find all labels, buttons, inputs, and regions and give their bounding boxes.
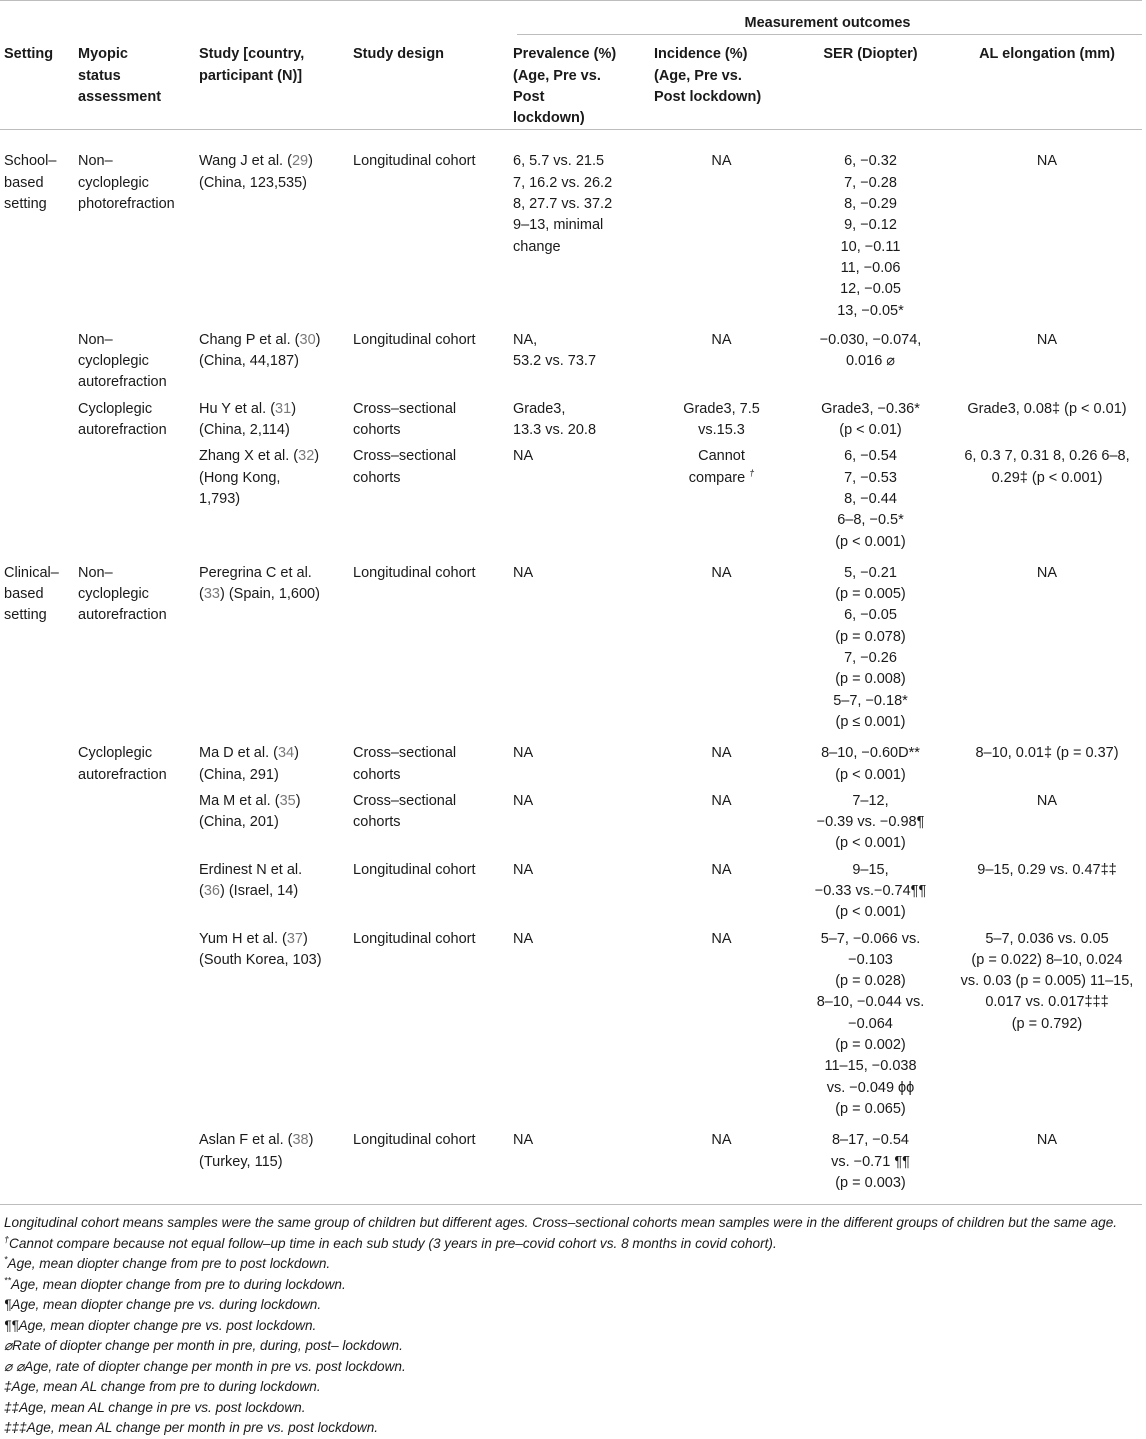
- ref-link[interactable]: 34: [277, 745, 295, 762]
- al-cell: 5–7, 0.036 vs. 0.05 (p = 0.022) 8–10, 0.024 vs. 0.03 (p = 0.005) 11–15, 0.017 vs. 0.017‡‡‡ (p = 0.792): [960, 930, 1134, 1032]
- column-header-row: [0, 35, 1142, 130]
- design-cell: Longitudinal cohort: [353, 331, 476, 348]
- footnote: ⌀Rate of diopter change per month in pre, during, post– lockdown.: [4, 1338, 403, 1354]
- footnote: ‡‡Age, mean AL change in pre vs. post lockdown.: [4, 1399, 306, 1415]
- ser-cell: 5, −0.21 (p = 0.005) 6, −0.05 (p = 0.078) 7, −0.26 (p = 0.008) 5–7, −0.18* (p ≤ 0.001): [833, 564, 908, 730]
- al-cell: NA: [1036, 153, 1058, 170]
- table-row: [0, 786, 1142, 855]
- incidence-cell: NA: [711, 930, 732, 947]
- col-setting: Setting: [4, 46, 54, 63]
- col-incidence: Incidence (%) (Age, Pre vs. Post lockdown): [654, 46, 762, 105]
- ref-link[interactable]: 31: [275, 400, 292, 417]
- study-cell: Ma M et al. (35) (China, 201): [199, 792, 301, 831]
- incidence-cell: NA: [711, 1132, 732, 1149]
- prevalence-cell: NA: [513, 861, 534, 878]
- col-myopic: Myopic status assessment: [78, 46, 162, 105]
- myopic-cell: Cycloplegic autorefraction: [78, 745, 167, 783]
- incidence-cell: NA: [711, 745, 732, 762]
- myopic-cell: Non– cycloplegic photorefraction: [78, 153, 175, 213]
- myopic-cell: Non– cycloplegic autorefraction: [78, 331, 167, 391]
- myopic-cell: Non– cycloplegic autorefraction: [78, 564, 167, 624]
- ser-cell: −0.030, −0.074, 0.016 ⌀: [819, 331, 922, 370]
- footnote: ‡‡‡Age, mean AL change per month in pre vs. post lockdown.: [4, 1420, 379, 1436]
- table-row: [0, 558, 1142, 738]
- ref-link[interactable]: 32: [298, 448, 315, 465]
- footnote: *Age, mean diopter change from pre to post lockdown.: [4, 1254, 331, 1272]
- setting-cell: Clinical– based setting: [4, 564, 59, 624]
- col-al: AL elongation (mm): [979, 46, 1115, 63]
- study-cell: Wang J et al. (29) (China, 123,535): [199, 153, 313, 191]
- al-cell: NA: [1036, 331, 1058, 348]
- myopic-cell: Cycloplegic autorefraction: [78, 400, 167, 439]
- incidence-cell: NA: [711, 564, 732, 581]
- footnote: †Cannot compare because not equal follow–up time in each sub study (3 years in pre–covid cohort vs. 8 months in covid cohort).: [4, 1234, 777, 1251]
- ref-link[interactable]: 37: [286, 930, 303, 947]
- design-cell: Cross–sectional cohorts: [353, 448, 457, 486]
- ref-link[interactable]: 30: [299, 331, 316, 348]
- footnote: ¶¶Age, mean diopter change pre vs. post lockdown.: [4, 1317, 317, 1333]
- prevalence-cell: NA: [513, 930, 534, 947]
- table-row: [0, 394, 1142, 442]
- ref-link[interactable]: 33: [203, 586, 220, 603]
- prevalence-cell: NA: [513, 448, 534, 465]
- col-study: Study [country, participant (N)]: [199, 46, 305, 84]
- measurement-outcomes-heading: Measurement outcomes: [744, 15, 911, 31]
- ref-link[interactable]: 36: [203, 882, 220, 899]
- ser-cell: 6, −0.32 7, −0.28 8, −0.29 9, −0.12 10, −0.11 11, −0.06 12, −0.05 13, −0.05*: [837, 153, 904, 319]
- prevalence-cell: NA: [513, 564, 534, 581]
- ser-cell: 8–10, −0.60D** (p < 0.001): [821, 745, 920, 783]
- ser-cell: 5–7, −0.066 vs. −0.103 (p = 0.028) 8–10, −0.044 vs. −0.064 (p = 0.002) 11–15, −0.038 vs. −0.049 ϕϕ (p = 0.065): [816, 930, 925, 1117]
- prevalence-cell: NA: [513, 1132, 534, 1149]
- prevalence-cell: NA: [513, 792, 534, 809]
- design-cell: Longitudinal cohort: [353, 930, 476, 947]
- table-row: [0, 855, 1142, 924]
- setting-cell: School– based setting: [4, 153, 57, 213]
- ser-cell: 8–17, −0.54 vs. −0.71 ¶¶ (p = 0.003): [831, 1132, 910, 1191]
- col-prevalence: Prevalence (%) (Age, Pre vs. Post lockdown): [513, 46, 617, 127]
- prevalence-cell: NA, 53.2 vs. 73.7: [513, 331, 597, 370]
- prevalence-cell: NA: [513, 745, 534, 762]
- ref-link[interactable]: 29: [291, 153, 309, 170]
- table-row: [0, 1125, 1142, 1204]
- table-row: [0, 327, 1142, 394]
- design-cell: Longitudinal cohort: [353, 153, 476, 170]
- ser-cell: 7–12, −0.39 vs. −0.98¶ (p < 0.001): [816, 792, 925, 852]
- ser-cell: Grade3, −0.36* (p < 0.01): [821, 400, 920, 439]
- al-cell: NA: [1036, 564, 1058, 581]
- al-cell: NA: [1036, 792, 1058, 809]
- ser-cell: 6, −0.54 7, −0.53 8, −0.44 6–8, −0.5* (p < 0.001): [835, 448, 906, 550]
- study-cell: Ma D et al. (34) (China, 291): [199, 745, 299, 783]
- footnote: ¶Age, mean diopter change pre vs. during lockdown.: [4, 1297, 322, 1313]
- ser-cell: 9–15, −0.33 vs.−0.74¶¶ (p < 0.001): [814, 861, 927, 921]
- design-cell: Longitudinal cohort: [353, 1132, 476, 1149]
- incidence-cell: Cannot compare †: [688, 448, 755, 486]
- design-cell: Cross–sectional cohorts: [353, 400, 457, 439]
- incidence-cell: Grade3, 7.5 vs.15.3: [683, 400, 760, 439]
- table-row: [0, 441, 1142, 557]
- study-cell: Aslan F et al. (38) (Turkey, 115): [199, 1132, 314, 1170]
- ref-link[interactable]: 35: [279, 792, 296, 809]
- footnote: **Age, mean diopter change from pre to during lockdown.: [4, 1275, 346, 1292]
- header-group-row: [0, 1, 1142, 35]
- al-cell: 6, 0.3 7, 0.31 8, 0.26 6–8, 0.29‡ (p < 0.001): [964, 448, 1130, 486]
- al-cell: NA: [1036, 1132, 1058, 1149]
- study-cell: Zhang X et al. (32) (Hong Kong, 1,793): [199, 448, 320, 507]
- table-row: [0, 924, 1142, 1126]
- study-cell: Peregrina C et al. (33) (Spain, 1,600): [199, 564, 320, 603]
- incidence-cell: NA: [711, 153, 732, 170]
- study-cell: Yum H et al. (37) (South Korea, 103): [199, 930, 322, 968]
- incidence-cell: NA: [711, 792, 732, 809]
- footnote: Longitudinal cohort means samples were the same group of children but different ages. Cross–sectional cohorts mean samples were in the different groups of children but the same age.: [4, 1215, 1118, 1231]
- table-footnotes: [0, 1213, 1146, 1439]
- ref-link[interactable]: 38: [292, 1132, 309, 1149]
- design-cell: Cross–sectional cohorts: [353, 792, 457, 831]
- design-cell: Longitudinal cohort: [353, 861, 476, 878]
- al-cell: 8–10, 0.01‡ (p = 0.37): [975, 745, 1119, 762]
- design-cell: Cross–sectional cohorts: [353, 745, 457, 783]
- prevalence-cell: 6, 5.7 vs. 21.5 7, 16.2 vs. 26.2 8, 27.7 vs. 37.2 9–13, minimal change: [513, 153, 613, 255]
- footnote: ‡Age, mean AL change from pre to during lockdown.: [4, 1379, 321, 1395]
- table-row: [0, 738, 1142, 786]
- study-cell: Erdinest N et al. (36) (Israel, 14): [199, 861, 303, 899]
- al-cell: 9–15, 0.29 vs. 0.47‡‡: [977, 861, 1117, 878]
- study-cell: Hu Y et al. (31) (China, 2,114): [199, 400, 297, 439]
- incidence-cell: NA: [711, 861, 732, 878]
- table-row: [0, 130, 1142, 327]
- prevalence-cell: Grade3, 13.3 vs. 20.8: [513, 400, 597, 439]
- study-cell: Chang P et al. (30) (China, 44,187): [199, 331, 321, 370]
- design-cell: Longitudinal cohort: [353, 564, 476, 581]
- incidence-cell: NA: [711, 331, 732, 348]
- footnote: ⌀ ⌀Age, rate of diopter change per month in pre vs. post lockdown.: [4, 1358, 406, 1374]
- col-ser: SER (Diopter): [823, 46, 918, 63]
- col-design: Study design: [353, 46, 445, 63]
- al-cell: Grade3, 0.08‡ (p < 0.01): [967, 400, 1127, 417]
